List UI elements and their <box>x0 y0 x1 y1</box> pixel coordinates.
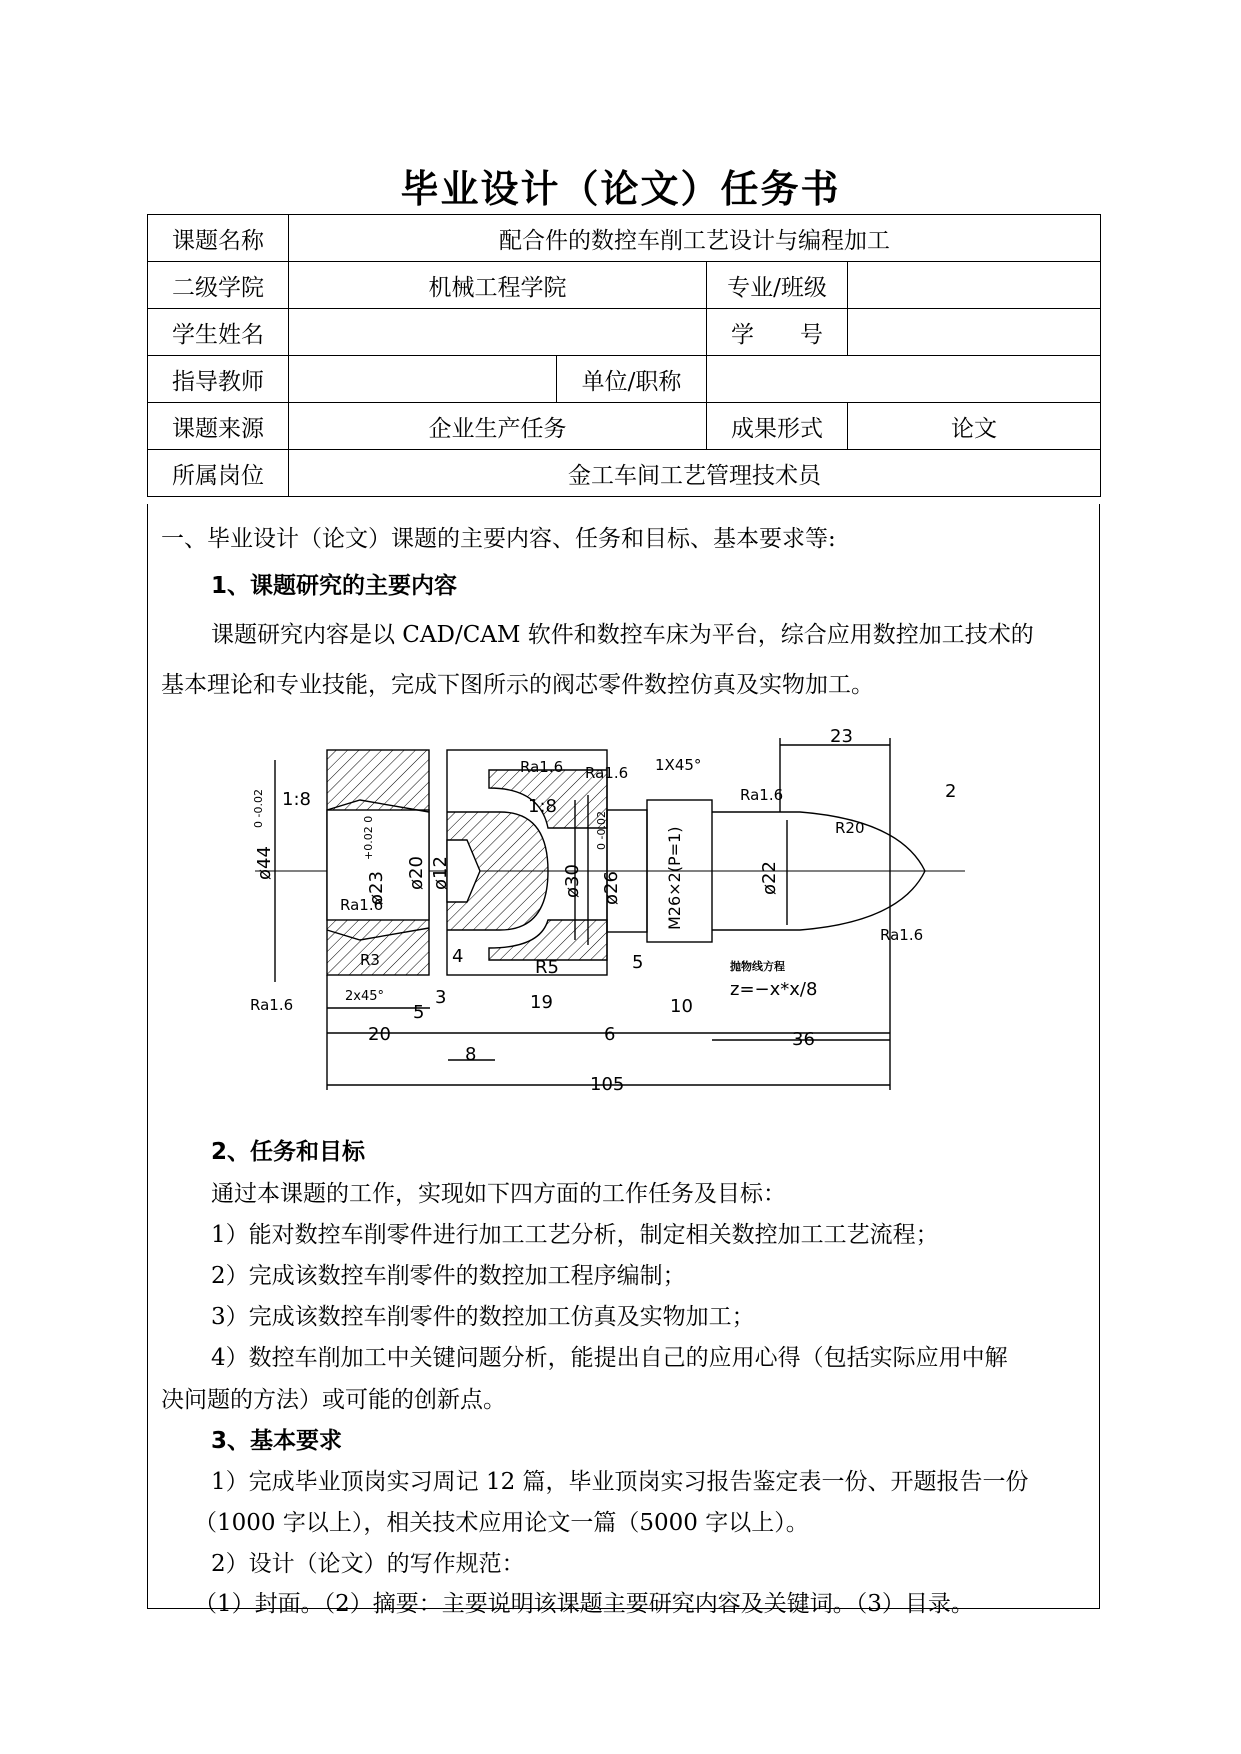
teacher-value <box>289 356 557 403</box>
major-value <box>848 262 1101 309</box>
table-row <box>148 356 1101 403</box>
list-item: 3）完成该数控车削零件的数控加工仿真及实物加工； <box>211 1304 755 1330</box>
info-table <box>147 214 1101 497</box>
list-item: （1）封面。（2）摘要：主要说明该课题主要研究内容及关键词。（3）目录。 <box>194 1591 974 1617</box>
tolerance-label: 0 -0.02 <box>252 789 265 828</box>
topic-label: 课题名称 <box>148 215 289 262</box>
roughness-label: Ra1.6 <box>520 758 564 776</box>
topic-value: 配合件的数控车削工艺设计与编程加工 <box>289 215 1101 262</box>
chamfer-label: 2x45° <box>345 989 385 1004</box>
taper-label: 1:8 <box>528 796 557 817</box>
unit-value <box>707 356 1101 403</box>
dim-label: 5 <box>413 1002 425 1023</box>
dim-label: 3 <box>435 987 447 1008</box>
paragraph-line: 基本理论和专业技能，完成下图所示的阀芯零件数控仿真及实物加工。 <box>161 672 874 698</box>
table-row <box>148 309 1101 356</box>
dim-label: 10 <box>670 996 693 1017</box>
result-label: 成果形式 <box>707 403 848 450</box>
diameter-label: ø30 <box>562 864 583 898</box>
diameter-label: ø12 <box>430 856 451 890</box>
tolerance-label: +0.02 0 <box>362 815 375 860</box>
list-item: 4）数控车削加工中关键问题分析，能提出自己的应用心得（包括实际应用中解 <box>211 1345 1008 1371</box>
document-title: 毕业设计（论文）任务书 <box>400 167 841 211</box>
college-value: 机械工程学院 <box>289 262 707 309</box>
unit-label: 单位/职称 <box>557 356 707 403</box>
heading-tasks: 2、任务和目标 <box>211 1139 366 1165</box>
dim-label: 19 <box>530 992 553 1013</box>
student-label: 学生姓名 <box>148 309 289 356</box>
paragraph-line: 通过本课题的工作，实现如下四方面的工作任务及目标： <box>211 1181 786 1207</box>
roughness-label: Ra1.6 <box>740 786 784 804</box>
tolerance-label: 0 -0.02 <box>595 811 608 850</box>
id-label: 学 号 <box>707 309 848 356</box>
id-value <box>848 309 1101 356</box>
radius-label: R3 <box>360 951 380 969</box>
heading-research-content: 1、课题研究的主要内容 <box>211 573 458 599</box>
list-item: 2）完成该数控车削零件的数控加工程序编制； <box>211 1263 686 1289</box>
result-value: 论文 <box>848 403 1101 450</box>
list-item: 1）完成毕业顶岗实习周记 12 篇，毕业顶岗实习报告鉴定表一份、开题报告一份 <box>211 1469 1029 1495</box>
college-label: 二级学院 <box>148 262 289 309</box>
part-drawing <box>230 715 990 1095</box>
dim-label: 5 <box>632 952 644 973</box>
roughness-label: Ra1.6 <box>250 996 294 1014</box>
dim-label: 20 <box>368 1024 391 1045</box>
dim-label: 36 <box>792 1029 815 1050</box>
heading-requirements: 3、基本要求 <box>211 1428 343 1454</box>
table-row <box>148 403 1101 450</box>
dim-label: 105 <box>590 1074 625 1095</box>
dim-label: 2 <box>945 781 957 802</box>
dim-label: 4 <box>452 946 464 967</box>
list-item: 2）设计（论文）的写作规范： <box>211 1551 525 1577</box>
table-row <box>148 262 1101 309</box>
list-item: 1）能对数控车削零件进行加工工艺分析，制定相关数控加工工艺流程； <box>211 1222 939 1248</box>
diameter-label: ø26 <box>601 871 622 905</box>
chamfer-label: 1X45° <box>655 756 702 774</box>
parabola-equation: z=−x*x/8 <box>730 979 818 1000</box>
post-value: 金工车间工艺管理技术员 <box>289 450 1101 497</box>
section-heading: 一、毕业设计（论文）课题的主要内容、任务和目标、基本要求等: <box>161 526 836 552</box>
dim-label: 23 <box>830 726 853 747</box>
source-label: 课题来源 <box>148 403 289 450</box>
thread-label: M26×2(P=1) <box>665 826 684 930</box>
table-row <box>148 450 1101 497</box>
diameter-label: ø22 <box>759 861 780 895</box>
radius-label: R20 <box>835 819 865 837</box>
roughness-label: Ra1.6 <box>585 764 629 782</box>
list-item: 决问题的方法）或可能的创新点。 <box>161 1387 506 1413</box>
diameter-label: ø20 <box>406 856 427 890</box>
diameter-label: ø23 <box>366 871 387 905</box>
dim-label: 8 <box>465 1044 477 1065</box>
taper-label: 1:8 <box>282 789 311 810</box>
radius-label: R5 <box>535 957 559 978</box>
roughness-label: Ra1.6 <box>340 896 384 914</box>
dim-label: 6 <box>604 1024 616 1045</box>
post-label: 所属岗位 <box>148 450 289 497</box>
source-value: 企业生产任务 <box>289 403 707 450</box>
list-item: （1000 字以上），相关技术应用论文一篇（5000 字以上）。 <box>194 1510 809 1536</box>
teacher-label: 指导教师 <box>148 356 289 403</box>
major-label: 专业/班级 <box>707 262 848 309</box>
student-value <box>289 309 707 356</box>
roughness-label: Ra1.6 <box>880 926 924 944</box>
table-row <box>148 215 1101 262</box>
parabola-label: 抛物线方程 <box>730 960 785 973</box>
diameter-label: ø44 <box>254 846 275 880</box>
paragraph-line: 课题研究内容是以 CAD/CAM 软件和数控车床为平台，综合应用数控加工技术的 <box>211 622 1034 648</box>
